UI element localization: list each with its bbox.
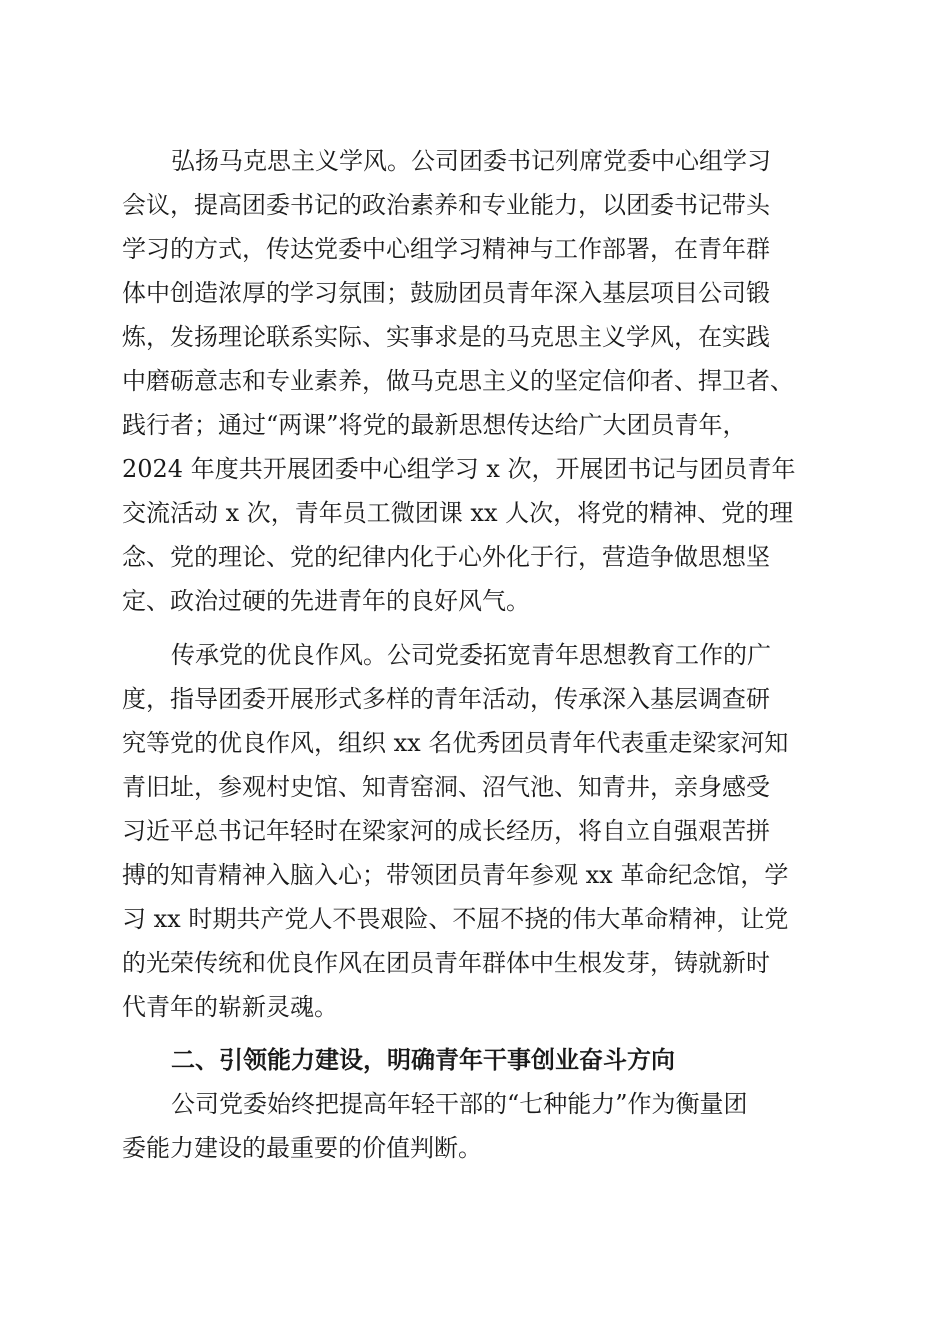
paragraph-line: 念、党的理论、党的纪律内化于心外化于行，营造争做思想坚 xyxy=(122,543,770,571)
paragraph-line: 会议，提高团委书记的政治素养和专业能力，以团委书记带头 xyxy=(122,191,770,219)
paragraph-line: 委能力建设的最重要的价值判断。 xyxy=(122,1134,482,1162)
paragraph-line: 青旧址，参观村史馆、知青窑洞、沼气池、知青井，亲身感受 xyxy=(122,773,770,801)
paragraph-line: 学习的方式，传达党委中心组学习精神与工作部署，在青年群 xyxy=(122,235,770,263)
paragraph-line: 究等党的优良作风，组织 xx 名优秀团员青年代表重走梁家河知 xyxy=(122,729,789,757)
section-heading: 二、引领能力建设，明确青年干事创业奋斗方向 xyxy=(171,1046,675,1074)
paragraph-line: 定、政治过硬的先进青年的良好风气。 xyxy=(122,587,530,615)
paragraph-line: 中磨砺意志和专业素养，做马克思主义的坚定信仰者、捍卫者、 xyxy=(122,367,794,395)
paragraph-line: 的光荣传统和优良作风在团员青年群体中生根发芽，铸就新时 xyxy=(122,949,770,977)
paragraph-line: 2024 年度共开展团委中心组学习 x 次，开展团书记与团员青年 xyxy=(122,455,796,483)
paragraph-line: 弘扬马克思主义学风。公司团委书记列席党委中心组学习 xyxy=(171,147,771,175)
paragraph-line: 代青年的崭新灵魂。 xyxy=(122,993,338,1021)
paragraph-line: 度，指导团委开展形式多样的青年活动，传承深入基层调查研 xyxy=(122,685,770,713)
paragraph-line: 炼，发扬理论联系实际、实事求是的马克思主义学风，在实践 xyxy=(122,323,770,351)
paragraph-line: 公司党委始终把提高年轻干部的“七种能力”作为衡量团 xyxy=(171,1090,748,1118)
paragraph-line: 习近平总书记年轻时在梁家河的成长经历，将自立自强艰苦拼 xyxy=(122,817,770,845)
paragraph-line: 交流活动 x 次，青年员工微团课 xx 人次，将党的精神、党的理 xyxy=(122,499,794,527)
paragraph-line: 搏的知青精神入脑入心；带领团员青年参观 xx 革命纪念馆，学 xyxy=(122,861,789,889)
paragraph-line: 体中创造浓厚的学习氛围；鼓励团员青年深入基层项目公司锻 xyxy=(122,279,770,307)
paragraph-line: 习 xx 时期共产党人不畏艰险、不屈不挠的伟大革命精神，让党 xyxy=(122,905,789,933)
paragraph-line: 传承党的优良作风。公司党委拓宽青年思想教育工作的广 xyxy=(171,641,771,669)
paragraph-line: 践行者；通过“两课”将党的最新思想传达给广大团员青年， xyxy=(122,411,747,439)
